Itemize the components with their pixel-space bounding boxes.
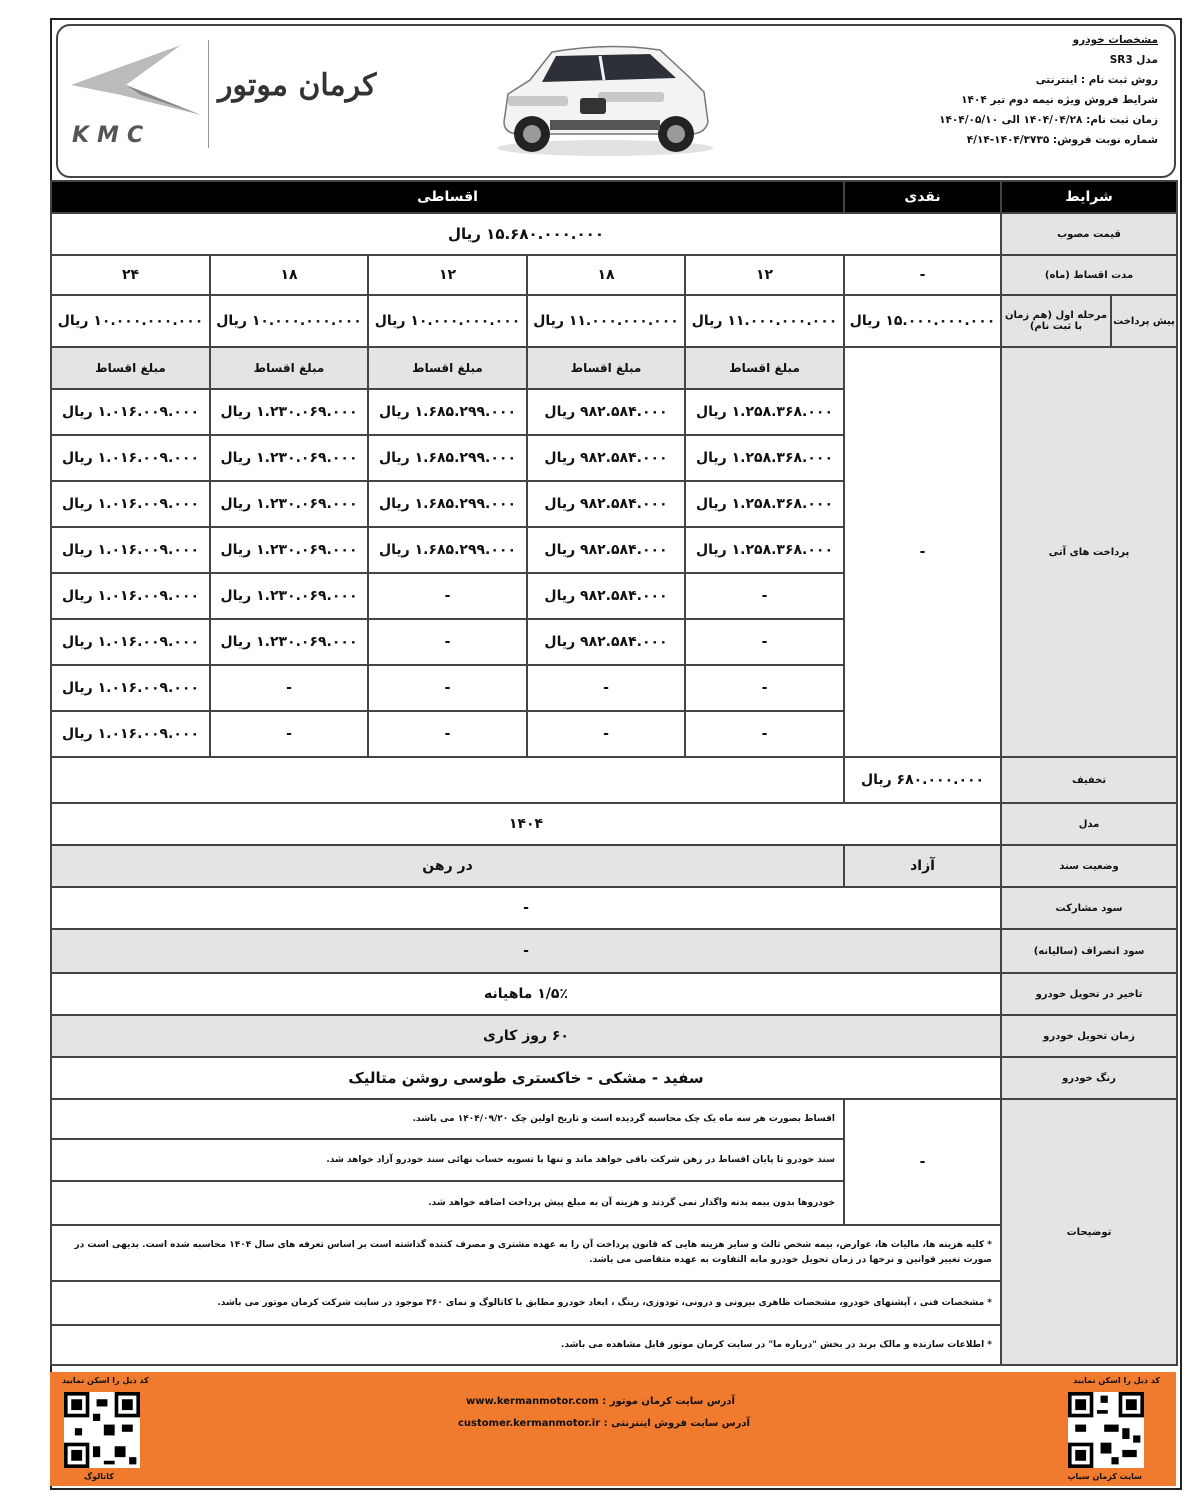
kmc-logo xyxy=(66,40,206,150)
discount-row xyxy=(51,757,1177,803)
installment-cell: ۹۸۲.۵۸۴.۰۰۰ ریال xyxy=(527,389,685,435)
installment-cell: ۱.۰۱۶.۰۰۹.۰۰۰ ریال xyxy=(51,389,210,435)
general-note: * کلیه هزینه ها، مالیات ها، عوارض، بیمه شخص ثالث و سایر هزینه هایی که قانون پرداخت آن را به عهده مشتری و مصرف کننده گذاشته است بر اساس تعرفه های سال ۱۴۰۴ محاسبه شده است. بدیهی است در صورت تغییر قوانین و نرخها در زمان تحویل خودرو مابه التفاوت به عهده متقاضی می باشد. xyxy=(51,1225,1001,1281)
installment-cell: ۱.۰۱۶.۰۰۹.۰۰۰ ریال xyxy=(51,619,210,665)
approved-price-row xyxy=(51,213,1177,255)
installment-note: اقساط بصورت هر سه ماه یک چک محاسبه گردیده است و تاریخ اولین چک ۱۴۰۴/۰۹/۲۰ می باشد. xyxy=(51,1099,844,1139)
installment-cell: ۱.۲۳۰.۰۶۹.۰۰۰ ریال xyxy=(210,481,368,527)
header-row xyxy=(51,181,1177,213)
sales-label: آدرس سایت فروش اینترنتی : xyxy=(603,1418,750,1429)
installment-cell: ۹۸۲.۵۸۴.۰۰۰ ریال xyxy=(527,619,685,665)
qr-right-caption: کد ذیل را اسکن نمایید xyxy=(1073,1376,1160,1385)
installment-cell: - xyxy=(527,711,685,757)
qr-code-icon[interactable] xyxy=(1068,1392,1144,1468)
price-table xyxy=(50,180,1178,1366)
duration-value: - xyxy=(844,255,1001,295)
model-year-row xyxy=(51,803,1177,845)
sales-url[interactable]: customer.kermanmotor.ir xyxy=(458,1418,601,1429)
partnership-value: - xyxy=(51,887,1001,929)
site-link[interactable] xyxy=(466,1396,735,1407)
doc-status-installment: در رهن xyxy=(51,845,844,887)
prepayment-value: ۱۱.۰۰۰.۰۰۰.۰۰۰ ریال xyxy=(527,295,685,347)
site-label: آدرس سایت کرمان موتور : xyxy=(602,1396,735,1407)
qr-left-sub: کاتالوگ xyxy=(84,1472,114,1481)
delivery-label: زمان تحویل خودرو xyxy=(1001,1015,1177,1057)
installment-cell: ۱.۶۸۵.۲۹۹.۰۰۰ ریال xyxy=(368,435,527,481)
duration-value: ۱۲ xyxy=(685,255,844,295)
installment-note: خودروها بدون بیمه بدنه واگذار نمی گردند و هزینه آن به مبلغ پیش پرداخت اضافه خواهد شد. xyxy=(51,1181,844,1225)
prepayment-value: ۱۵.۰۰۰.۰۰۰.۰۰۰ ریال xyxy=(844,295,1001,347)
installment-cell: ۱.۲۳۰.۰۶۹.۰۰۰ ریال xyxy=(210,619,368,665)
installment-cell: ۱.۲۳۰.۰۶۹.۰۰۰ ریال xyxy=(210,527,368,573)
installment-cell: - xyxy=(368,665,527,711)
spec-line: زمان ثبت نام: ۱۴۰۴/۰۴/۲۸ الی ۱۴۰۴/۰۵/۱۰ xyxy=(939,114,1158,126)
installment-cell: - xyxy=(685,573,844,619)
installment-cell: ۱.۰۱۶.۰۰۹.۰۰۰ ریال xyxy=(51,527,210,573)
installment-cell: - xyxy=(368,711,527,757)
doc-status-cash: آزاد xyxy=(844,845,1001,887)
installment-cell: ۱.۰۱۶.۰۰۹.۰۰۰ ریال xyxy=(51,711,210,757)
logo-text: KMC xyxy=(72,123,152,148)
doc-status-label: وضعیت سند xyxy=(1001,845,1177,887)
installment-cell: ۱.۰۱۶.۰۰۹.۰۰۰ ریال xyxy=(51,481,210,527)
installment-cell: - xyxy=(685,711,844,757)
delivery-value: ۶۰ روز کاری xyxy=(51,1015,1001,1057)
installment-cell: ۱.۲۳۰.۰۶۹.۰۰۰ ریال xyxy=(210,389,368,435)
cancel-label: سود انصراف (سالیانه) xyxy=(1001,929,1177,973)
partnership-label: سود مشارکت xyxy=(1001,887,1177,929)
installment-cell: - xyxy=(210,711,368,757)
installment-cell: ۱.۶۸۵.۲۹۹.۰۰۰ ریال xyxy=(368,389,527,435)
prepayment-sublabel: مرحله اول (هم زمان با ثبت نام) xyxy=(1001,295,1111,347)
delivery-row xyxy=(51,1015,1177,1057)
footer-bar xyxy=(50,1372,1176,1486)
installment-cell: ۱.۲۳۰.۰۶۹.۰۰۰ ریال xyxy=(210,435,368,481)
delay-value: ۱/۵٪ ماهیانه xyxy=(51,973,1001,1015)
duration-row xyxy=(51,255,1177,295)
conditions-header: شرایط xyxy=(1001,181,1177,213)
duration-value: ۱۲ xyxy=(368,255,527,295)
spec-line: شماره نوبت فروش: ۱۴۰۴/۳۷۳۵-۴/۱۴ xyxy=(966,134,1158,146)
color-value: سفید - مشکی - خاکستری طوسی روشن متالیک xyxy=(51,1057,1001,1099)
installment-cell: ۱.۰۱۶.۰۰۹.۰۰۰ ریال xyxy=(51,435,210,481)
installment-cell: ۹۸۲.۵۸۴.۰۰۰ ریال xyxy=(527,573,685,619)
doc-status-row xyxy=(51,845,1177,887)
qr-left-caption: کد ذیل را اسکن نمایید xyxy=(62,1376,149,1385)
vehicle-specs xyxy=(928,30,1158,150)
approved-price-value: ۱۵.۶۸۰.۰۰۰.۰۰۰ ریال xyxy=(51,213,1001,255)
header-divider xyxy=(208,40,209,148)
model-year-value: ۱۴۰۴ xyxy=(51,803,1001,845)
color-label: رنگ خودرو xyxy=(1001,1057,1177,1099)
car-image xyxy=(490,36,720,160)
installment-cell: ۹۸۲.۵۸۴.۰۰۰ ریال xyxy=(527,481,685,527)
discount-label: تخفیف xyxy=(1001,757,1177,803)
installment-cell: ۱.۰۱۶.۰۰۹.۰۰۰ ریال xyxy=(51,665,210,711)
prepayment-row xyxy=(51,295,1177,347)
qr-right-sub: سایت کرمان سیاپ xyxy=(1067,1472,1142,1481)
future-payments-label: پرداخت های آتی xyxy=(1001,347,1177,757)
prepayment-label: پیش پرداخت xyxy=(1111,295,1177,347)
notes-cash-value: - xyxy=(844,1099,1001,1225)
installment-header: اقساطی xyxy=(51,181,844,213)
prepayment-value: ۱۰.۰۰۰.۰۰۰.۰۰۰ ریال xyxy=(368,295,527,347)
site-url[interactable]: www.kermanmotor.com xyxy=(466,1396,599,1407)
installment-cell: ۱.۲۵۸.۳۶۸.۰۰۰ ریال xyxy=(685,435,844,481)
installment-cell: ۱.۲۵۸.۳۶۸.۰۰۰ ریال xyxy=(685,389,844,435)
discount-value: ۶۸۰.۰۰۰.۰۰۰ ریال xyxy=(844,757,1001,803)
qr-code-icon[interactable] xyxy=(64,1392,140,1468)
spec-line: روش ثبت نام : اینترنتی xyxy=(1035,74,1158,86)
spec-line: شرایط فروش ویژه نیمه دوم تیر ۱۴۰۴ xyxy=(961,94,1158,106)
model-year-label: مدل xyxy=(1001,803,1177,845)
installment-cell: ۹۸۲.۵۸۴.۰۰۰ ریال xyxy=(527,527,685,573)
future-cash-value: - xyxy=(844,347,1001,757)
prepayment-value: ۱۱.۰۰۰.۰۰۰.۰۰۰ ریال xyxy=(685,295,844,347)
duration-value: ۱۸ xyxy=(527,255,685,295)
cash-header: نقدی xyxy=(844,181,1001,213)
general-note: * مشخصات فنی ، آپشنهای خودرو، مشخصات ظاهری بیرونی و درونی، تودوزی، رینگ ، ابعاد خودرو مطابق با کاتالوگ و نمای ۳۶۰ موجود در سایت شرکت کرمان موتور می باشد. xyxy=(51,1281,1001,1325)
approved-price-label: قیمت مصوب xyxy=(1001,213,1177,255)
installment-amount-header: مبلغ اقساط xyxy=(685,347,844,389)
discount-empty xyxy=(51,757,844,803)
installment-cell: - xyxy=(368,573,527,619)
installment-cell: ۹۸۲.۵۸۴.۰۰۰ ریال xyxy=(527,435,685,481)
installment-cell: - xyxy=(685,665,844,711)
sales-link[interactable] xyxy=(458,1418,750,1429)
installment-cell: - xyxy=(210,665,368,711)
installment-amount-header: مبلغ اقساط xyxy=(368,347,527,389)
duration-label: مدت اقساط (ماه) xyxy=(1001,255,1177,295)
installment-cell: - xyxy=(368,619,527,665)
future-header-row xyxy=(51,347,1177,389)
installment-cell: - xyxy=(685,619,844,665)
notes-row xyxy=(51,1099,1177,1139)
delay-label: تاخیر در تحویل خودرو xyxy=(1001,973,1177,1015)
installment-amount-header: مبلغ اقساط xyxy=(527,347,685,389)
installment-cell: ۱.۲۵۸.۳۶۸.۰۰۰ ریال xyxy=(685,527,844,573)
delay-row xyxy=(51,973,1177,1015)
prepayment-value: ۱۰.۰۰۰.۰۰۰.۰۰۰ ریال xyxy=(51,295,210,347)
installment-amount-header: مبلغ اقساط xyxy=(210,347,368,389)
prepayment-value: ۱۰.۰۰۰.۰۰۰.۰۰۰ ریال xyxy=(210,295,368,347)
installment-cell: ۱.۲۳۰.۰۶۹.۰۰۰ ریال xyxy=(210,573,368,619)
cancel-value: - xyxy=(51,929,1001,973)
installment-cell: ۱.۲۵۸.۳۶۸.۰۰۰ ریال xyxy=(685,481,844,527)
cancel-row xyxy=(51,929,1177,973)
notes-label: توضیحات xyxy=(1001,1099,1177,1365)
general-note: * اطلاعات سازنده و مالک برند در بخش "درباره ما" در سایت کرمان موتور قابل مشاهده می باشد. xyxy=(51,1325,1001,1365)
duration-value: ۱۸ xyxy=(210,255,368,295)
color-row xyxy=(51,1057,1177,1099)
partnership-row xyxy=(51,887,1177,929)
brand-name: کرمان موتور xyxy=(218,68,377,103)
installment-note: سند خودرو تا پایان اقساط در رهن شرکت باقی خواهد ماند و تنها با تسویه حساب نهائی سند خودرو آزاد خواهد شد. xyxy=(51,1139,844,1181)
installment-cell: ۱.۶۸۵.۲۹۹.۰۰۰ ریال xyxy=(368,481,527,527)
installment-cell: ۱.۶۸۵.۲۹۹.۰۰۰ ریال xyxy=(368,527,527,573)
installment-amount-header: مبلغ اقساط xyxy=(51,347,210,389)
specs-title: مشخصات خودرو xyxy=(1072,34,1158,46)
installment-cell: ۱.۰۱۶.۰۰۹.۰۰۰ ریال xyxy=(51,573,210,619)
installment-cell: - xyxy=(527,665,685,711)
spec-line: مدل SR3 xyxy=(1109,54,1158,66)
duration-value: ۲۴ xyxy=(51,255,210,295)
